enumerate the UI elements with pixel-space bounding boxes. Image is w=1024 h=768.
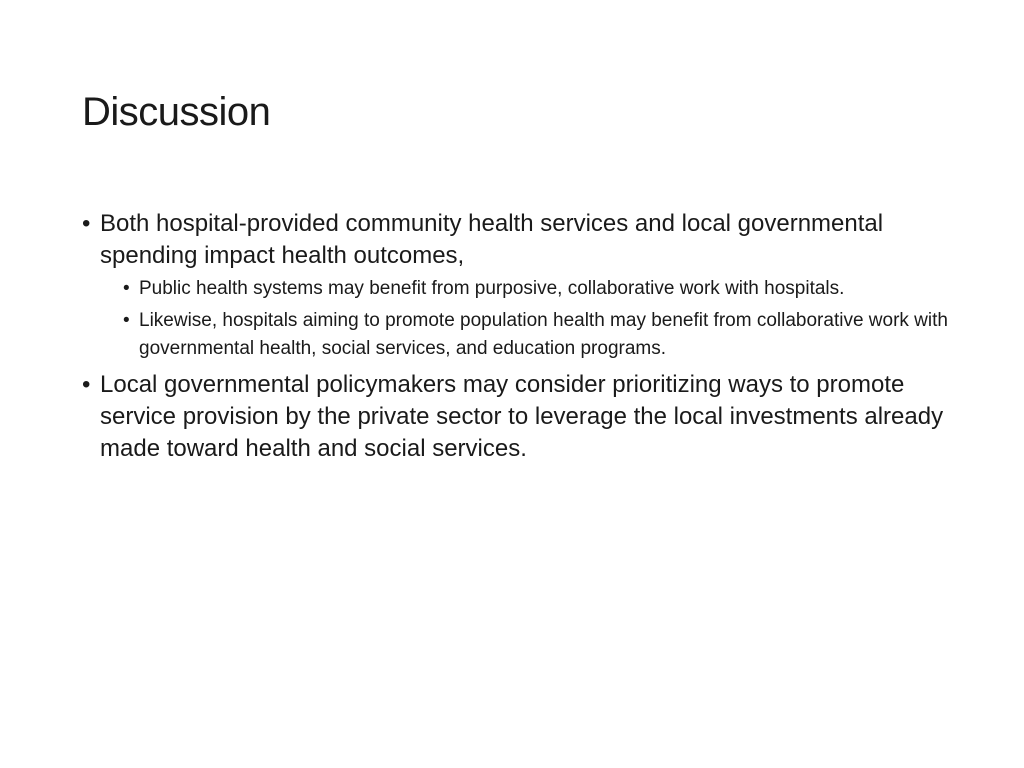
bullet-text: Both hospital-provided community health services and local governmental spending impact health outcomes, [100, 210, 884, 269]
sub-bullet-list [100, 275, 952, 363]
bullet-item [82, 208, 952, 363]
slide-title: Discussion [82, 90, 271, 134]
bullet-list [82, 208, 952, 469]
bullet-item [82, 369, 952, 465]
sub-bullet-item: • Public health systems may benefit from purposive, collaborative work with hospitals. [121, 275, 952, 303]
bullet-text: Local governmental policymakers may consider prioritizing ways to promote service provision by the private sector to leverage the local investments already made toward health and social services. [100, 371, 944, 462]
sub-bullet-item: • Likewise, hospitals aiming to promote population health may benefit from collaborative work with governmental health, social services, and education programs. [121, 307, 952, 363]
